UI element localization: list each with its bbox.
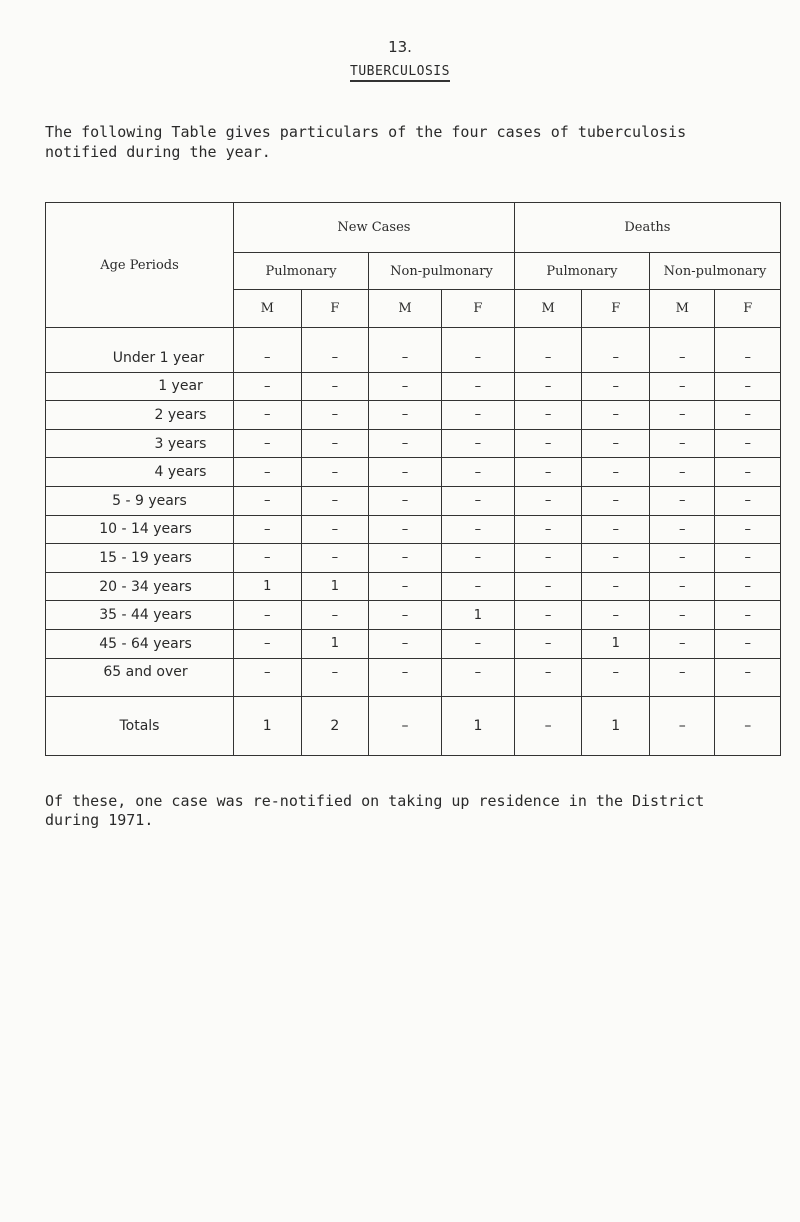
table-cell: – <box>369 658 442 697</box>
table-row <box>46 401 781 430</box>
table-cell: – <box>582 429 650 458</box>
page-number: 13. <box>388 38 412 56</box>
table-cell: – <box>582 601 650 630</box>
table-cell: – <box>582 401 650 430</box>
table-cell: – <box>650 328 715 373</box>
table-row <box>46 328 781 373</box>
table-row <box>46 515 781 544</box>
totals-cell: – <box>715 697 781 756</box>
table-cell: 1 <box>582 629 650 658</box>
new-nonpulmonary-header: Non-pulmonary <box>369 253 515 290</box>
table-cell: – <box>582 372 650 401</box>
totals-cell: – <box>514 697 582 756</box>
age-period-label: 10 - 14 years <box>46 515 234 544</box>
table-cell: – <box>233 515 301 544</box>
table-cell: – <box>233 401 301 430</box>
table-cell: 1 <box>441 601 514 630</box>
table-cell: 1 <box>301 629 369 658</box>
table-cell: – <box>650 372 715 401</box>
table-cell: 1 <box>233 572 301 601</box>
table-cell: – <box>582 544 650 573</box>
sex-header: F <box>582 290 650 328</box>
table-cell: – <box>441 544 514 573</box>
age-period-label: 1 year <box>46 372 234 401</box>
table-row <box>46 372 781 401</box>
sex-header: M <box>514 290 582 328</box>
totals-cell: 1 <box>582 697 650 756</box>
table-cell: – <box>233 629 301 658</box>
totals-cell: – <box>650 697 715 756</box>
sex-header: M <box>650 290 715 328</box>
table-cell: – <box>514 629 582 658</box>
table-row <box>46 429 781 458</box>
table-cell: 1 <box>301 572 369 601</box>
title-text: TUBERCULOSIS <box>350 64 450 82</box>
age-period-label: 5 - 9 years <box>46 486 234 515</box>
table-row <box>46 601 781 630</box>
table-cell: – <box>715 544 781 573</box>
table-cell: – <box>233 486 301 515</box>
table-cell: – <box>650 486 715 515</box>
table-cell: – <box>514 544 582 573</box>
table-cell: – <box>369 372 442 401</box>
table-cell: – <box>301 458 369 487</box>
table-cell: – <box>514 401 582 430</box>
table-cell: – <box>369 458 442 487</box>
sex-header: M <box>233 290 301 328</box>
table-row <box>46 486 781 515</box>
age-period-label: 35 - 44 years <box>46 601 234 630</box>
deaths-header: Deaths <box>514 203 780 253</box>
table-cell: – <box>233 429 301 458</box>
table-cell: – <box>715 515 781 544</box>
totals-cell: 1 <box>441 697 514 756</box>
totals-cell: 1 <box>233 697 301 756</box>
table-cell: – <box>715 401 781 430</box>
age-period-label: 3 years <box>46 429 234 458</box>
table-cell: – <box>369 486 442 515</box>
table-cell: – <box>441 458 514 487</box>
totals-label: Totals <box>46 697 234 756</box>
tuberculosis-table <box>45 202 781 756</box>
table-cell: – <box>369 629 442 658</box>
table-cell: – <box>441 629 514 658</box>
table-cell: – <box>715 629 781 658</box>
table-cell: – <box>441 486 514 515</box>
table-cell: – <box>441 515 514 544</box>
table-cell: – <box>301 401 369 430</box>
new-cases-header: New Cases <box>233 203 514 253</box>
table-cell: – <box>715 486 781 515</box>
age-periods-header: Age Periods <box>46 203 234 328</box>
table-cell: – <box>514 372 582 401</box>
table-cell: – <box>650 658 715 697</box>
table-row <box>46 629 781 658</box>
table-cell: – <box>369 328 442 373</box>
totals-cell: 2 <box>301 697 369 756</box>
table-row <box>46 544 781 573</box>
table-cell: – <box>582 658 650 697</box>
table-cell: – <box>369 601 442 630</box>
table-cell: – <box>369 544 442 573</box>
table-cell: – <box>514 486 582 515</box>
table-cell: – <box>369 429 442 458</box>
table-cell: – <box>715 658 781 697</box>
table-cell: – <box>582 572 650 601</box>
table-cell: – <box>650 601 715 630</box>
page-title <box>0 64 800 79</box>
table-cell: – <box>233 458 301 487</box>
totals-row <box>46 697 781 756</box>
table-row <box>46 658 781 697</box>
table-cell: – <box>233 544 301 573</box>
age-period-label: 20 - 34 years <box>46 572 234 601</box>
table-cell: – <box>441 572 514 601</box>
table-cell: – <box>650 429 715 458</box>
table-cell: – <box>514 515 582 544</box>
table-cell: – <box>441 429 514 458</box>
totals-cell: – <box>369 697 442 756</box>
new-pulmonary-header: Pulmonary <box>233 253 368 290</box>
age-period-label: 15 - 19 years <box>46 544 234 573</box>
footer-note: Of these, one case was re-notified on taking up residence in the District during 1971. <box>45 792 705 829</box>
table-cell: – <box>233 372 301 401</box>
table-cell: – <box>441 328 514 373</box>
table-cell: – <box>582 328 650 373</box>
table-cell: – <box>441 658 514 697</box>
table-row <box>46 458 781 487</box>
sex-header: F <box>301 290 369 328</box>
table-cell: – <box>441 372 514 401</box>
sex-header: F <box>441 290 514 328</box>
table-cell: – <box>514 572 582 601</box>
table-cell: – <box>582 486 650 515</box>
table-cell: – <box>233 601 301 630</box>
table-cell: – <box>233 658 301 697</box>
table-cell: – <box>715 429 781 458</box>
table-cell: – <box>650 458 715 487</box>
age-period-label: 45 - 64 years <box>46 629 234 658</box>
table-cell: – <box>650 544 715 573</box>
table-cell: – <box>650 629 715 658</box>
table-cell: – <box>650 572 715 601</box>
table-cell: – <box>514 658 582 697</box>
table-cell: – <box>233 328 301 373</box>
table-cell: – <box>514 429 582 458</box>
table-cell: – <box>301 544 369 573</box>
table-row <box>46 572 781 601</box>
sex-header: F <box>715 290 781 328</box>
table-cell: – <box>301 429 369 458</box>
table-cell: – <box>582 515 650 544</box>
age-period-label: 2 years <box>46 401 234 430</box>
table-cell: – <box>301 601 369 630</box>
table-cell: – <box>301 328 369 373</box>
table-cell: – <box>582 458 650 487</box>
table-cell: – <box>301 372 369 401</box>
age-period-label: Under 1 year <box>46 328 234 373</box>
sex-header: M <box>369 290 442 328</box>
table-cell: – <box>715 601 781 630</box>
table-cell: – <box>514 458 582 487</box>
table-cell: – <box>369 515 442 544</box>
deaths-nonpulmonary-header: Non-pulmonary <box>650 253 781 290</box>
table-cell: – <box>441 401 514 430</box>
intro-paragraph: The following Table gives particulars of the four cases of tuberculosis notified during the year. <box>45 123 687 161</box>
table-cell: – <box>514 328 582 373</box>
table-cell: – <box>715 328 781 373</box>
age-period-label: 4 years <box>46 458 234 487</box>
table-cell: – <box>301 486 369 515</box>
table-cell: – <box>301 515 369 544</box>
table-cell: – <box>715 458 781 487</box>
table-cell: – <box>369 401 442 430</box>
table-cell: – <box>650 515 715 544</box>
age-period-label: 65 and over <box>46 658 234 697</box>
table-cell: – <box>369 572 442 601</box>
table-cell: – <box>715 372 781 401</box>
table-cell: – <box>301 658 369 697</box>
table-cell: – <box>514 601 582 630</box>
deaths-pulmonary-header: Pulmonary <box>514 253 649 290</box>
table-cell: – <box>715 572 781 601</box>
table-cell: – <box>650 401 715 430</box>
